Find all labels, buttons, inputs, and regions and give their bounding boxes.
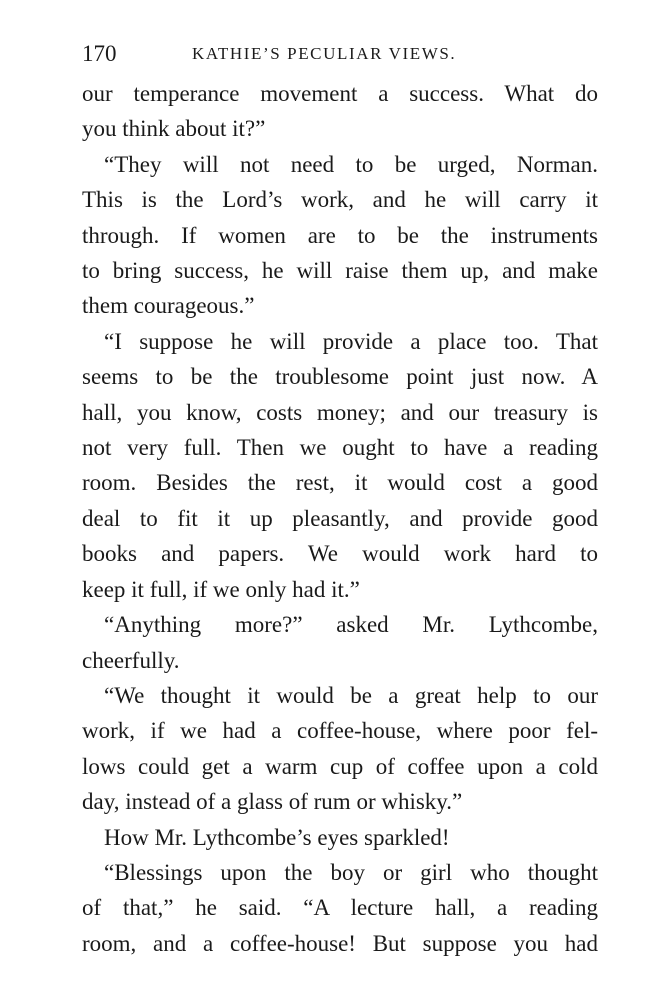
text-line: This is the Lord’s work, and he will carry it	[82, 187, 598, 213]
text-line: through. If women are to be the instruments	[82, 222, 598, 248]
text-line: “Anything more?” asked Mr. Lythcombe,	[104, 612, 598, 638]
text-line: cheerfully.	[82, 647, 180, 673]
text-line: keep it full, if we only had it.”	[82, 576, 360, 602]
text-line: “They will not need to be urged, Norman.	[104, 151, 598, 177]
text-line: work, if we had a coffee-house, where poor fel-	[82, 718, 598, 744]
page-number: 170	[82, 41, 117, 66]
text-line: deal to fit it up pleasantly, and provide good	[82, 505, 598, 531]
text-line: How Mr. Lythcombe’s eyes sparkled!	[104, 824, 450, 850]
body-text	[82, 76, 598, 961]
text-line: “We thought it would be a great help to our	[104, 682, 598, 708]
book-page	[82, 32, 598, 982]
text-line: day, instead of a glass of rum or whisky.”	[82, 789, 463, 815]
text-line: lows could get a warm cup of coffee upon a cold	[82, 753, 598, 779]
text-line: not very full. Then we ought to have a reading	[82, 435, 598, 461]
text-line: them courageous.”	[82, 293, 255, 319]
text-line: hall, you know, costs money; and our treasury is	[82, 399, 598, 425]
text-line: “Blessings upon the boy or girl who thought	[104, 859, 598, 885]
text-line: to bring success, he will raise them up, and make	[82, 258, 598, 284]
text-line: “I suppose he will provide a place too. That	[104, 328, 598, 354]
text-line: of that,” he said. “A lecture hall, a reading	[82, 895, 598, 921]
running-title: KATHIE’S PECULIAR VIEWS.	[192, 44, 457, 63]
text-line: you think about it?”	[82, 116, 266, 142]
text-line: room. Besides the rest, it would cost a good	[82, 470, 598, 496]
text-line: our temperance movement a success. What do	[82, 81, 598, 106]
text-line: books and papers. We would work hard to	[82, 541, 598, 567]
running-head	[82, 32, 598, 76]
text-line: seems to be the troublesome point just now. A	[82, 364, 598, 390]
text-line: room, and a coffee-house! But suppose you had	[82, 930, 598, 956]
